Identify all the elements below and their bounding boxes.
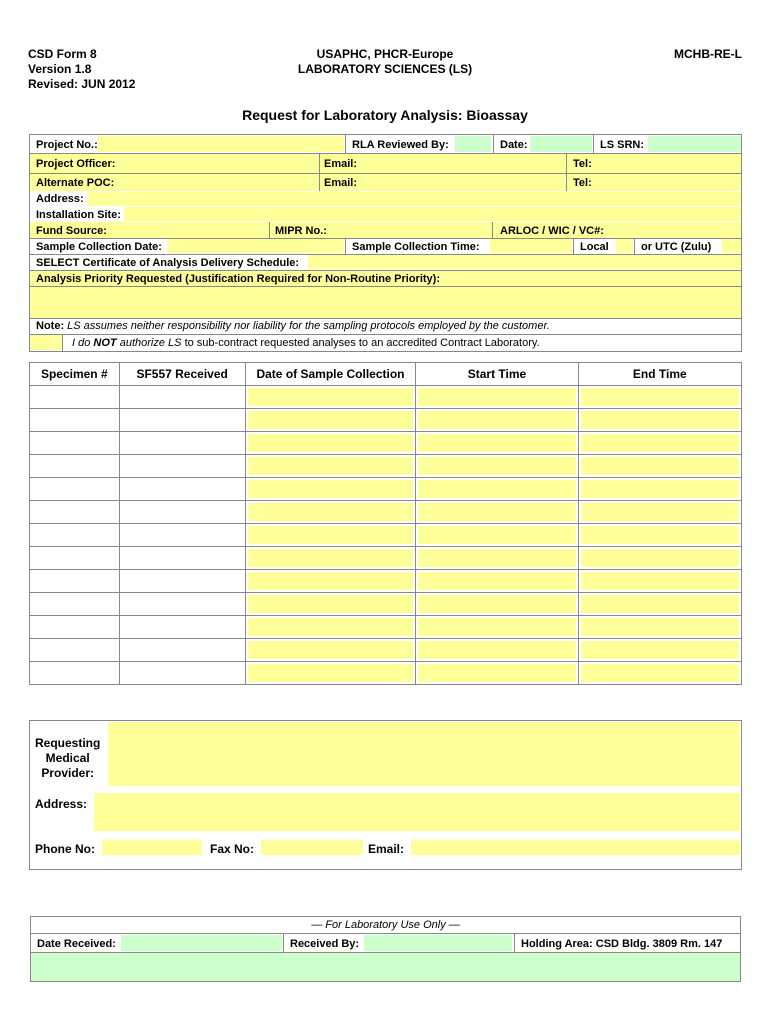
table-row [30,593,742,616]
collection-date-cell[interactable] [245,409,416,432]
table-row [30,616,742,639]
local-label: Local [580,241,609,253]
sample-collection-date-field[interactable] [168,239,344,253]
cell-input[interactable] [581,572,739,590]
email-label-2: Email: [324,177,358,189]
alternate-poc-tel-field[interactable] [597,175,740,190]
sf557-received-cell[interactable] [119,386,245,409]
collection-date-cell[interactable] [245,386,416,409]
table-row [30,570,742,593]
col-date-of-collection: Date of Sample Collection [245,363,416,386]
fund-source-label: Fund Source: [36,225,107,237]
start-time-cell[interactable] [416,570,578,593]
cell-input[interactable] [581,388,739,406]
sample-collection-time-field[interactable] [490,239,572,253]
alternate-poc-label: Alternate POC: [36,177,115,189]
start-time-cell[interactable] [416,547,578,570]
sf557-received-cell[interactable] [119,662,245,685]
cell-input[interactable] [418,434,575,452]
sf557-received-cell[interactable] [119,639,245,662]
table-row [30,524,742,547]
collection-date-cell[interactable] [245,547,416,570]
cell-input[interactable] [248,549,414,567]
lab-use-title: — For Laboratory Use Only — [311,919,460,931]
mipr-no-label: MIPR No.: [275,225,327,237]
installation-site-label: Installation Site: [36,209,121,221]
cell-input[interactable] [581,434,739,452]
cell-input[interactable] [581,411,739,429]
sf557-received-cell[interactable] [119,478,245,501]
table-row [30,639,742,662]
specimen-table-header [30,363,742,386]
col-end-time: End Time [578,363,741,386]
project-officer-label: Project Officer: [36,158,116,170]
arloc-field[interactable] [612,223,740,237]
department-name: LABORATORY SCIENCES (LS) [297,62,473,76]
cell-input[interactable] [248,641,414,659]
not-emphasis: NOT [93,337,117,349]
collection-date-cell[interactable] [245,662,416,685]
requesting-provider-label: Requesting Medical Provider: [35,736,101,780]
certificate-schedule-label: SELECT Certificate of Analysis Delivery Schedule: [36,257,300,269]
address-field[interactable] [88,192,741,206]
start-time-cell[interactable] [416,616,578,639]
sf557-received-cell[interactable] [119,524,245,547]
utc-checkbox[interactable] [722,239,741,253]
date-label: Date: [500,139,528,151]
end-time-cell[interactable] [578,570,741,593]
cell-input[interactable] [581,549,739,567]
note-line [36,320,550,332]
collection-date-cell[interactable] [245,524,416,547]
cell-input[interactable] [581,664,739,682]
cell-input[interactable] [418,457,575,475]
table-row [30,409,742,432]
tel-label-1: Tel: [573,158,592,170]
project-officer-email-field[interactable] [362,155,566,173]
alternate-poc-email-field[interactable] [362,175,566,190]
provider-address-field[interactable] [94,793,740,831]
provider-email-label: Email: [368,842,405,856]
alternate-poc-field[interactable] [118,175,318,190]
table-row [30,478,742,501]
phone-field[interactable] [102,840,202,855]
start-time-cell[interactable] [416,455,578,478]
cell-input[interactable] [418,388,575,406]
cell-input[interactable] [418,595,575,613]
office-code: MCHB-RE-L [674,47,742,61]
cell-input[interactable] [581,618,739,636]
specimen-no-cell[interactable] [30,386,120,409]
specimen-no-cell[interactable] [30,478,120,501]
cell-input[interactable] [581,480,739,498]
cell-input[interactable] [248,434,414,452]
form-number: CSD Form 8 [28,47,97,61]
end-time-cell[interactable] [578,524,741,547]
date-field[interactable] [530,136,592,152]
received-by-label: Received By: [290,938,360,950]
col-specimen-no: Specimen # [30,363,120,386]
end-time-cell[interactable] [578,593,741,616]
sf557-received-cell[interactable] [119,616,245,639]
collection-date-cell[interactable] [245,455,416,478]
cell-input[interactable] [248,480,414,498]
sf557-received-cell[interactable] [119,432,245,455]
fax-label: Fax No: [210,842,255,856]
lab-notes-field[interactable] [31,953,740,981]
sf557-received-cell[interactable] [119,455,245,478]
specimen-table [29,362,742,685]
start-time-cell[interactable] [416,662,578,685]
cell-input[interactable] [581,457,739,475]
col-start-time: Start Time [416,363,578,386]
table-row [30,547,742,570]
collection-date-cell[interactable] [245,570,416,593]
end-time-cell[interactable] [578,547,741,570]
table-row [30,432,742,455]
cell-input[interactable] [418,411,575,429]
fax-field[interactable] [261,840,363,855]
rla-reviewed-by-label: RLA Reviewed By: [352,139,449,151]
date-received-label: Date Received: [37,938,116,950]
project-no-field[interactable] [98,136,344,152]
requesting-provider-field[interactable] [108,722,740,786]
organization-name: USAPHC, PHCR-Europe [316,47,454,61]
priority-label: Analysis Priority Requested (Justification Required for Non-Routine Priority): [36,273,440,285]
end-time-cell[interactable] [578,409,741,432]
specimen-no-cell[interactable] [30,432,120,455]
start-time-cell[interactable] [416,524,578,547]
sf557-received-cell[interactable] [119,501,245,524]
fund-source-field[interactable] [110,223,268,237]
cell-input[interactable] [248,618,414,636]
specimen-no-cell[interactable] [30,616,120,639]
table-row [30,455,742,478]
cell-input[interactable] [581,595,739,613]
cell-input[interactable] [248,411,414,429]
cell-input[interactable] [418,664,575,682]
email-label-1: Email: [324,158,358,170]
specimen-no-cell[interactable] [30,570,120,593]
project-no-label: Project No.: [36,139,98,151]
ls-srn-field[interactable] [648,136,741,152]
sample-collection-date-label: Sample Collection Date: [36,241,162,253]
start-time-cell[interactable] [416,409,578,432]
rla-reviewed-by-field[interactable] [455,136,491,152]
arloc-label: ARLOC / WIC / VC#: [500,225,604,237]
cell-input[interactable] [418,526,575,544]
received-by-field[interactable] [364,935,512,951]
form-version: Version 1.8 [28,62,92,76]
mipr-no-field[interactable] [330,223,490,237]
ls-srn-label: LS SRN: [600,139,644,151]
start-time-cell[interactable] [416,432,578,455]
utc-label: or UTC (Zulu) [641,241,712,253]
table-row [30,662,742,685]
organization-block [235,47,535,77]
cell-input[interactable] [418,480,575,498]
specimen-no-cell[interactable] [30,547,120,570]
start-time-cell[interactable] [416,639,578,662]
end-time-cell[interactable] [578,386,741,409]
cell-input[interactable] [248,457,414,475]
provider-email-field[interactable] [411,840,740,855]
date-received-field[interactable] [121,935,282,951]
cell-input[interactable] [418,618,575,636]
provider-address-label: Address: [35,797,88,811]
cell-input[interactable] [248,664,414,682]
cell-input[interactable] [248,595,414,613]
table-row [30,501,742,524]
specimen-no-cell[interactable] [30,662,120,685]
end-time-cell[interactable] [578,455,741,478]
authorize-checkbox[interactable] [30,335,62,350]
start-time-cell[interactable] [416,501,578,524]
cell-input[interactable] [248,388,414,406]
sample-collection-time-label: Sample Collection Time: [352,241,480,253]
cell-input[interactable] [581,526,739,544]
specimen-no-cell[interactable] [30,501,120,524]
tel-label-2: Tel: [573,177,592,189]
certificate-schedule-select[interactable] [308,255,741,269]
authorize-statement: I do NOT authorize LS to sub-contract requested analyses to an accredited Contract Laboratory. [72,337,540,349]
cell-input[interactable] [418,641,575,659]
cell-input[interactable] [248,526,414,544]
start-time-cell[interactable] [416,593,578,616]
specimen-no-cell[interactable] [30,639,120,662]
end-time-cell[interactable] [578,501,741,524]
installation-site-field[interactable] [124,207,741,221]
cell-input[interactable] [248,572,414,590]
collection-date-cell[interactable] [245,639,416,662]
end-time-cell[interactable] [578,616,741,639]
cell-input[interactable] [418,503,575,521]
end-time-cell[interactable] [578,662,741,685]
sf557-received-cell[interactable] [119,570,245,593]
table-row [30,386,742,409]
cell-input[interactable] [418,549,575,567]
specimen-no-cell[interactable] [30,524,120,547]
note-text: LS assumes neither responsibility nor liability for the sampling protocols employed by the customer. [67,320,550,332]
sf557-received-cell[interactable] [119,409,245,432]
end-time-cell[interactable] [578,639,741,662]
cell-input[interactable] [581,503,739,521]
cell-input[interactable] [248,503,414,521]
collection-date-cell[interactable] [245,616,416,639]
collection-date-cell[interactable] [245,593,416,616]
specimen-no-cell[interactable] [30,593,120,616]
end-time-cell[interactable] [578,478,741,501]
specimen-no-cell[interactable] [30,455,120,478]
phone-label: Phone No: [35,842,95,856]
end-time-cell[interactable] [578,432,741,455]
collection-date-cell[interactable] [245,432,416,455]
holding-area-label: Holding Area: CSD Bldg. 3809 Rm. 147 [521,938,723,950]
form-revised: Revised: JUN 2012 [28,77,136,91]
sf557-received-cell[interactable] [119,593,245,616]
collection-date-cell[interactable] [245,501,416,524]
specimen-no-cell[interactable] [30,409,120,432]
cell-input[interactable] [581,641,739,659]
form-id-block [28,47,135,92]
form-title: Request for Laboratory Analysis: Bioassay [242,107,528,123]
local-checkbox[interactable] [616,239,633,253]
project-officer-field[interactable] [118,155,318,173]
project-officer-tel-field[interactable] [597,155,740,173]
col-sf557-received: SF557 Received [119,363,245,386]
start-time-cell[interactable] [416,386,578,409]
sf557-received-cell[interactable] [119,547,245,570]
cell-input[interactable] [418,572,575,590]
collection-date-cell[interactable] [245,478,416,501]
note-label: Note: [36,320,65,332]
address-label: Address: [36,193,84,205]
start-time-cell[interactable] [416,478,578,501]
